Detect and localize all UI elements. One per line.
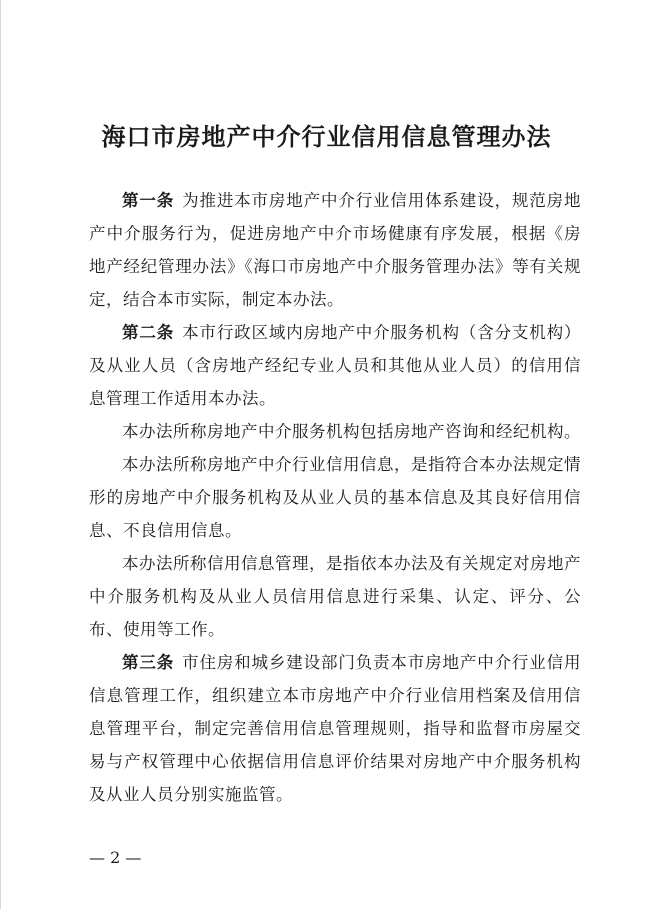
paragraph: [89, 184, 581, 316]
paragraph-text: 本办法所称房地产中介行业信用信息，是指符合本办法规定情形的房地产中介服务机构及从业人员的基本信息及其良好信用信息、不良信用信息。: [89, 455, 581, 540]
paragraph: [89, 448, 581, 547]
page-number: — 2 —: [89, 848, 142, 867]
document-title: 海口市房地产中介行业信用信息管理办法: [101, 122, 552, 151]
paragraph: [89, 415, 581, 448]
paragraph-text: 为推进本市房地产中介行业信用体系建设，规范房地产中介服务行为，促进房地产中介市场健康有序发展，根据《房地产经纪管理办法》《海口市房地产中介服务管理办法》等有关规定，结合本市实际，制定本办法。: [89, 191, 582, 309]
paragraph-text: 市住房和城乡建设部门负责本市房地产中介行业信用信息管理工作，组织建立本市房地产中介行业信用档案及信用信息管理平台，制定完善信用信息管理规则，指导和监督市房屋交易与产权管理中心依据信用信息评价结果对房地产中介服务机构及从业人员分别实施监管。: [89, 653, 582, 804]
paragraph: [89, 547, 581, 646]
paragraph: [89, 316, 581, 415]
paragraph: [89, 646, 581, 811]
article-label: 第二条: [122, 323, 175, 342]
paragraph-text: 本办法所称房地产中介服务机构包括房地产咨询和经纪机构。: [122, 422, 581, 441]
paragraph-text: 本办法所称信用信息管理，是指依本办法及有关规定对房地产中介服务机构及从业人员信用信息进行采集、认定、评分、公布、使用等工作。: [89, 554, 581, 639]
document-body: [89, 184, 581, 811]
paragraph-text: 本市行政区域内房地产中介服务机构（含分支机构）及从业人员（含房地产经纪专业人员和其他从业人员）的信用信息管理工作适用本办法。: [89, 323, 582, 408]
article-label: 第一条: [122, 191, 175, 210]
article-label: 第三条: [122, 653, 175, 672]
